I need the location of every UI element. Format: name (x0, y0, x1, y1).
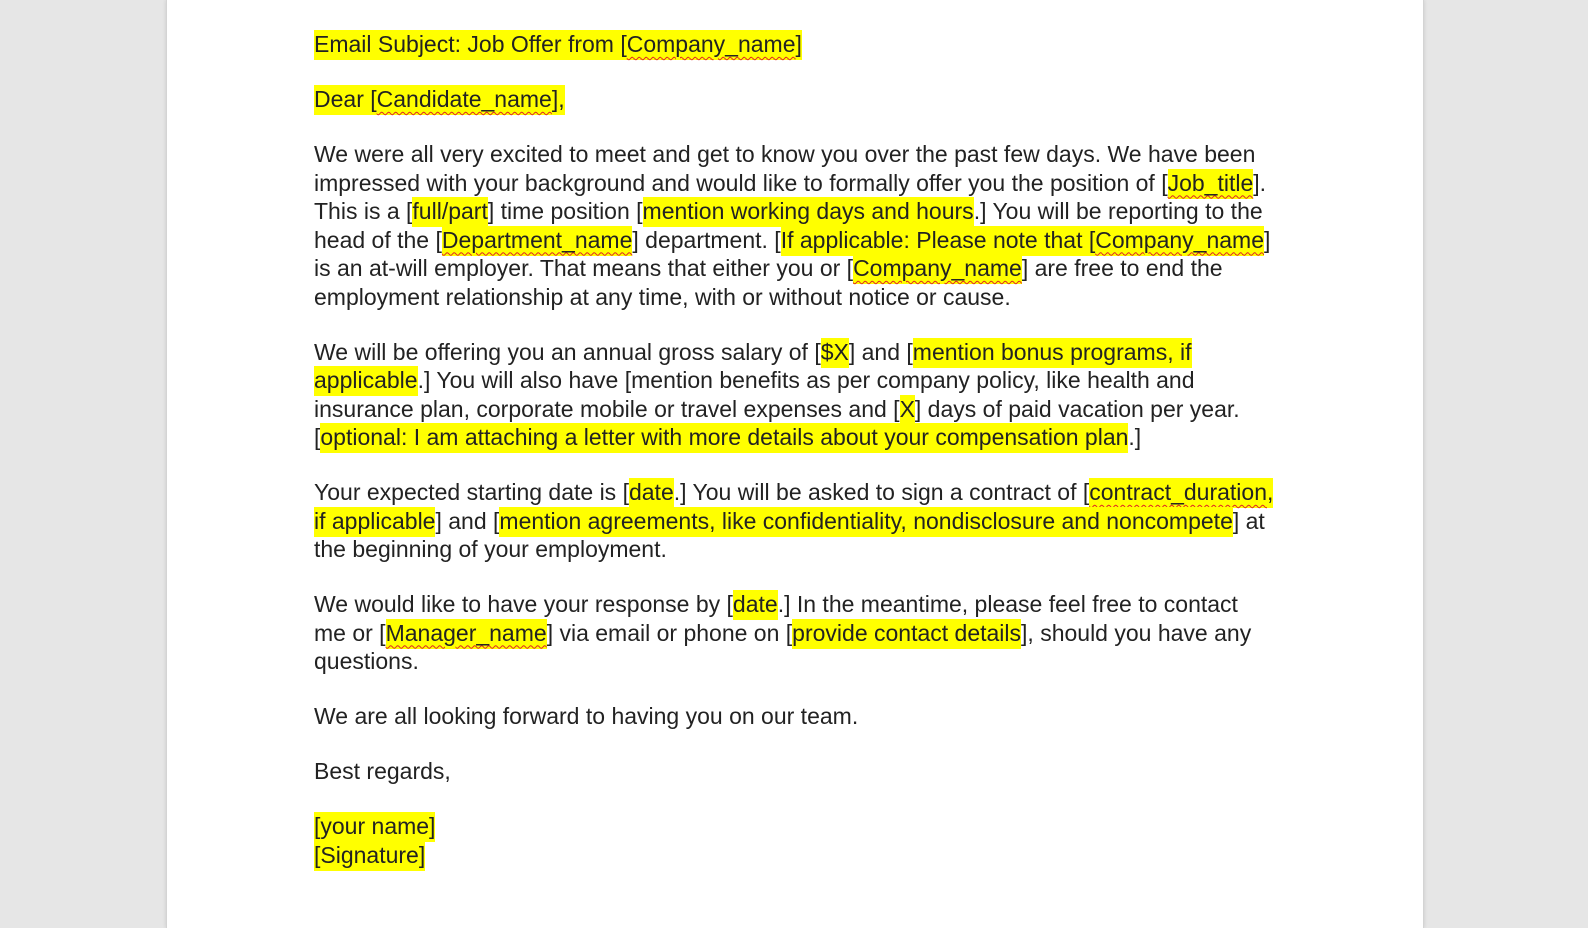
document-page[interactable] (166, 0, 1424, 928)
candidate-name-placeholder: Candidate_name (376, 86, 552, 112)
p2-text-5: .] (1128, 424, 1142, 450)
at-will-note-highlight (781, 226, 1264, 256)
company-name-placeholder: Company_name (626, 31, 796, 57)
subject-suffix: ] (795, 31, 802, 57)
company-name-placeholder: Company_name (1095, 226, 1265, 253)
closing-line: Best regards, (314, 758, 451, 784)
p4-text-2: .] In the meantime, please feel free to contact me or [ (314, 591, 1238, 646)
bonus-placeholder: mention bonus programs, if applicable (314, 338, 1192, 397)
paragraph-compensation (314, 338, 1274, 452)
agreements-placeholder: mention agreements, like confidentiality, nondisclosure and noncompete (499, 507, 1232, 537)
p3-text-3: ] and [ (435, 507, 500, 534)
job-title-placeholder: Job_title (1168, 169, 1254, 199)
paragraph-position (314, 140, 1274, 311)
vacation-days-placeholder: X (900, 395, 915, 425)
start-date-placeholder: date (629, 478, 674, 508)
response-date-placeholder: date (733, 590, 778, 620)
your-name-placeholder: [your name] (314, 812, 435, 842)
p3-text-4: ] at the beginning of your employment. (314, 507, 1265, 562)
p1-text-3: ] time position [ (487, 198, 643, 224)
p3-text-2: .] You will be asked to sign a contract of [ (673, 479, 1090, 505)
p2-text-3: .] You will also have [mention benefits as per company policy, like health and insurance plan, corporate mobile or travel expenses and [ (314, 367, 1195, 422)
working-days-placeholder: mention working days and hours (643, 197, 974, 227)
p1-text-4: .] You will be reporting to the head of the [ (314, 198, 1263, 253)
paragraph-start-date (314, 478, 1274, 564)
subject-prefix: Email Subject: Job Offer from [ (314, 31, 627, 57)
department-name-placeholder: Department_name (442, 226, 633, 256)
optional-attachment-placeholder: optional: I am attaching a letter with more details about your compensation plan (320, 423, 1128, 453)
p1-text-7: ] are free to end the employment relationship at any time, with or without notice or cause. (314, 255, 1223, 310)
p1-text-2: ]. This is a [ (314, 169, 1267, 224)
document-body[interactable] (314, 30, 1274, 869)
email-subject-line (314, 30, 1274, 59)
paragraph-response (314, 590, 1274, 676)
subject-highlight (314, 30, 802, 60)
company-name-placeholder: Company_name (853, 254, 1022, 284)
contract-if-applicable: , if applicable (314, 479, 1274, 534)
p2-text-2: ] and [ (848, 338, 913, 365)
p2-text-4: ] days of paid vacation per year. [ (314, 395, 1240, 450)
p2-text-1: We will be offering you an annual gross salary of [ (314, 338, 821, 365)
signature-placeholder: [Signature] (314, 841, 425, 871)
greeting-line (314, 85, 1274, 114)
p4-text-4: ], should you have any questions. (314, 619, 1252, 674)
manager-name-placeholder: Manager_name (386, 619, 547, 649)
contact-details-placeholder: provide contact details (792, 619, 1021, 649)
salary-placeholder: $X (821, 338, 849, 368)
p4-text-3: ] via email or phone on [ (546, 619, 793, 646)
signature-block (314, 812, 1274, 869)
greeting-prefix: Dear [ (314, 86, 377, 112)
p1-atwill-a: If applicable: Please note that [ (780, 226, 1096, 253)
full-part-placeholder: full/part (412, 197, 487, 227)
p4-text-1: We would like to have your response by [ (314, 591, 733, 617)
p1-text-5: ] department. [ (632, 226, 781, 253)
p1-text-6: ] is an at-will employer. That means that either you or [ (314, 226, 1271, 281)
contract-duration-placeholder: contract_duration (1089, 479, 1267, 505)
p3-text-1: Your expected starting date is [ (314, 479, 629, 505)
greeting-suffix: ], (551, 86, 565, 112)
paragraph-closing-note: We are all looking forward to having you on our team. (314, 703, 859, 729)
p1-text-1: We were all very excited to meet and get to know you over the past few days. We have been impressed with your background and would like to formally offer you the position of [ (314, 141, 1256, 196)
greeting-highlight (314, 85, 565, 115)
